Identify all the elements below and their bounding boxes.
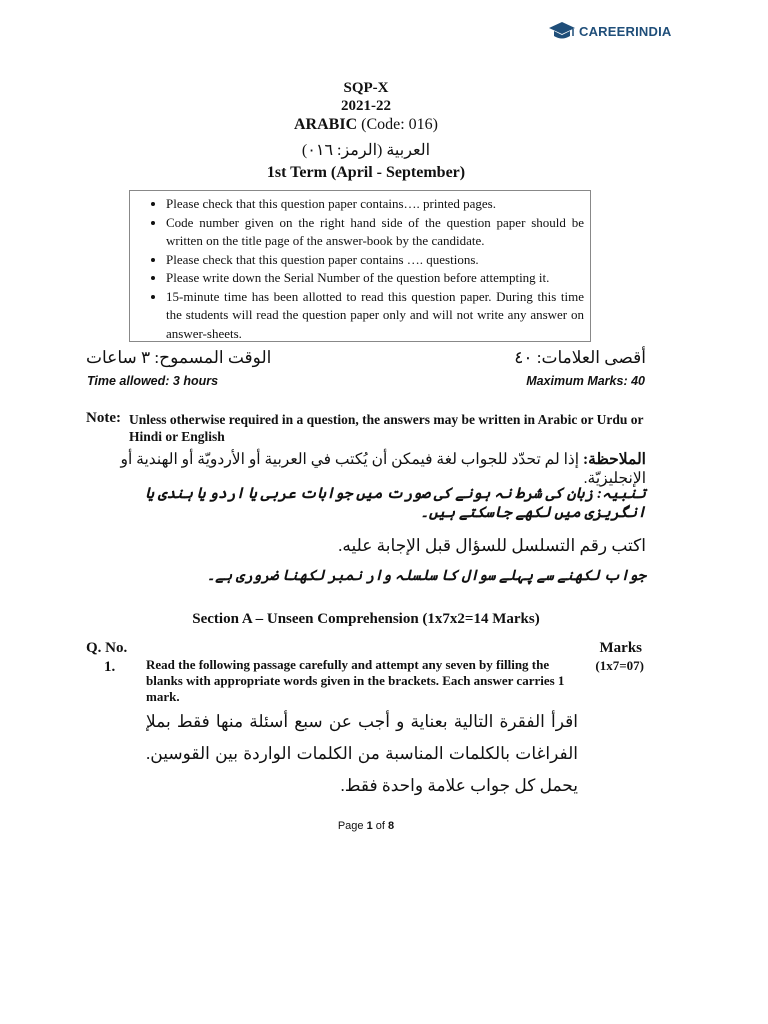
instruction-item: • Code number given on the right hand side of the question paper should be written on the title page of the answer-book by the candidate. <box>166 214 584 251</box>
subject-name: ARABIC <box>294 116 358 133</box>
note-label: Note: <box>86 410 121 426</box>
section-a-title: Section A – Unseen Comprehension (1x7x2=14 Marks) <box>192 611 540 627</box>
paper-code: SQP-X <box>343 80 389 96</box>
instructions-list <box>130 195 584 343</box>
arabic-note <box>86 450 646 488</box>
logo-text: CAREERINDIA <box>579 23 672 39</box>
urdu-note-text: زبان کی شرط نہ ہونے کی صورت میں جوابات عربی یا اردو یا ہندی یا انگریزی میں لکھے جاسکتے ہیں۔ <box>145 486 646 521</box>
arabic-max-marks: أقصى العلامات: ٤٠ <box>514 348 646 367</box>
instruction-item: • Please write down the Serial Number of the question before attempting it. <box>166 269 584 288</box>
question-number-header: Q. No. <box>86 640 128 656</box>
arabic-subject-title: العربية (الرمز: ٠١٦) <box>301 142 431 159</box>
instruction-item: • 15-minute time has been allotted to read this question paper. During this time the students will read the question paper only and will not write any answer on answer-sheets. <box>166 288 584 344</box>
careerindia-logo[interactable] <box>548 20 671 42</box>
instruction-item: • Please check that this question paper contains …. questions. <box>166 251 584 270</box>
session-year: 2021-22 <box>341 98 391 114</box>
page-prefix: Page <box>337 820 364 832</box>
page-of: of <box>375 820 385 832</box>
arabic-note-label: الملاحظة: <box>582 451 646 468</box>
subject-code: (Code: 016) <box>361 116 438 133</box>
time-allowed: Time allowed: 3 hours <box>87 374 219 388</box>
urdu-note <box>86 484 646 522</box>
arabic-time-allowed: الوقت المسموح: ٣ ساعات <box>86 348 272 367</box>
arabic-note-text: إذا لم تحدّد للجواب لغة فيمكن أن يُكتب في العربية أو الأردويّة أو الهندية أو الإنجليزيّة. <box>120 451 646 487</box>
maximum-marks: Maximum Marks: 40 <box>526 374 645 388</box>
page-total: 8 <box>388 820 395 832</box>
marks-header: Marks <box>599 640 642 656</box>
urdu-note-label: تنبیہ: <box>597 486 646 502</box>
question-arabic-text: اقرأ الفقرة التالية بعناية و أجب عن سبع أسئلة منها فقط بملإ الفراغات بالكلمات المناسبة من الكلمات الواردة بين القوسين. يحمل كل جواب علامة واحدة فقط. <box>146 712 578 795</box>
arabic-serial-note: اكتب رقم التسلسل للسؤال قبل الإجابة عليه. <box>338 536 646 555</box>
instruction-item: • Please check that this question paper contains…. printed pages. <box>166 195 584 214</box>
question-text: Read the following passage carefully and attempt any seven by filling the blanks with appropriate words given in the brackets. Each answer carries 1 mark. <box>146 657 565 704</box>
urdu-serial-note: جواب لکھنے سے پہلے سوال کا سلسلہ وار نمبر لکھنا ضروری ہے۔ <box>206 568 646 584</box>
page-current: 1 <box>366 820 373 832</box>
instructions-box <box>129 190 591 342</box>
question-number: 1. <box>104 659 116 675</box>
graduation-cap-icon <box>548 20 576 42</box>
subject-title <box>0 116 732 134</box>
question-marks: (1x7=07) <box>595 658 644 673</box>
term-title: 1st Term (April - September) <box>266 164 466 181</box>
page-footer <box>0 820 732 832</box>
note-text: Unless otherwise required in a question, the answers may be written in Arabic or Urdu or Hindi or English <box>129 412 644 444</box>
